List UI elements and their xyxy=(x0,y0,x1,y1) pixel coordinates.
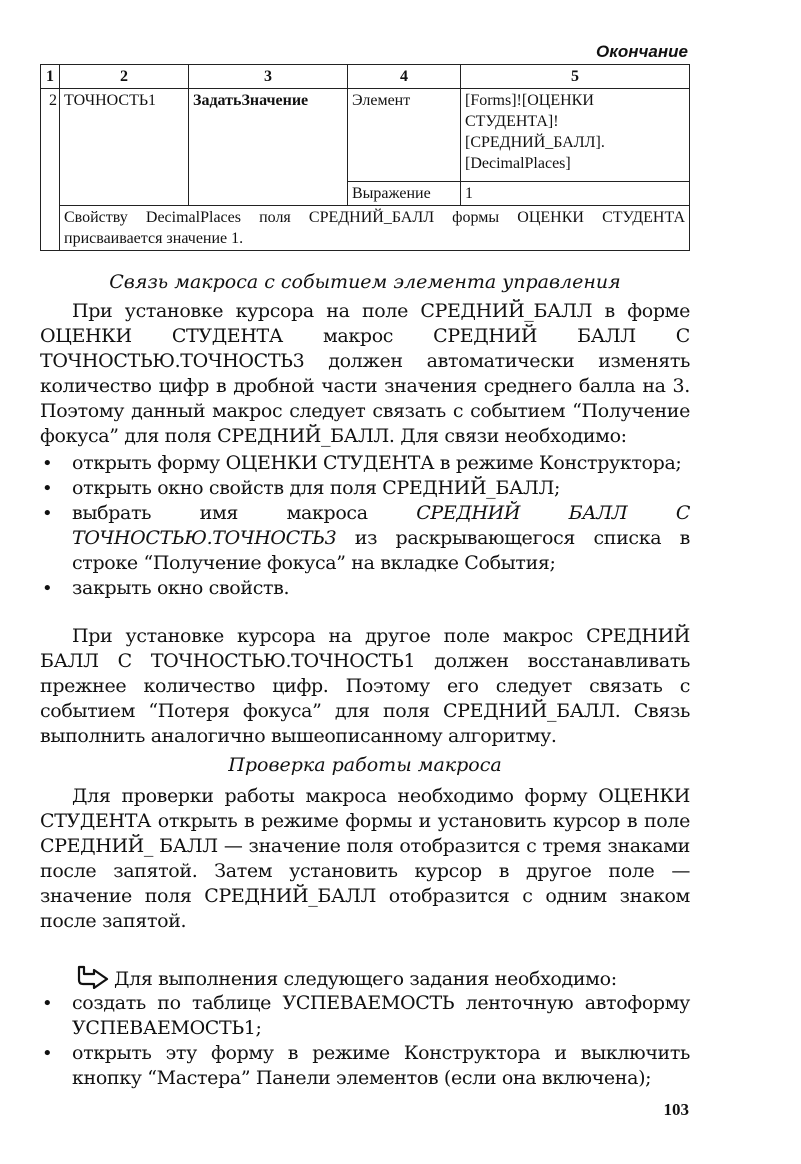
expression-value-cell: 1 xyxy=(461,182,690,206)
pointing-hand-icon xyxy=(76,965,110,989)
header-col-1: 1 xyxy=(41,65,60,89)
argument-value-line: СТУДЕНТА]! xyxy=(465,113,559,130)
argument-value-line: [СРЕДНИЙ_БАЛЛ]. xyxy=(465,134,605,151)
list-item: • открыть окно свойств для поля СРЕДНИЙ_БАЛЛ; xyxy=(40,476,690,501)
header-col-5: 5 xyxy=(461,65,690,89)
table-header-row xyxy=(41,65,690,89)
table-note: Свойству DecimalPlaces поля СРЕДНИЙ_БАЛЛ формы ОЦЕНКИ СТУДЕНТА присваивается значение 1. xyxy=(60,206,690,251)
section-title-event-link: Связь макроса с событием элемента управления xyxy=(109,271,621,293)
list-item: • открыть форму ОЦЕНКИ СТУДЕНТА в режиме Конструктора; xyxy=(40,451,690,476)
expression-name-cell: Выражение xyxy=(348,182,461,206)
header-col-2: 2 xyxy=(60,65,189,89)
paragraph-event-intro: При установке курсора на поле СРЕДНИЙ_БАЛЛ в форме ОЦЕНКИ СТУДЕНТА макрос СРЕДНИЙ БАЛЛ С ТОЧНОСТЬЮ.ТОЧНОСТЬ3 должен автоматически изменять количество цифр в дробной части значения среднего балла на 3. Поэтому данный макрос следует связать с событием “Получение фокуса” для поля СРЕДНИЙ_БАЛЛ. Для связи необходимо: xyxy=(40,300,690,447)
list-item-text: выбрать имя макроса xyxy=(72,502,417,524)
section-title-macro-check: Проверка работы макроса xyxy=(228,754,502,776)
task-intro-text: Для выполнения следующего задания необходимо: xyxy=(114,968,617,990)
macro-name-cell: ТОЧНОСТЬ1 xyxy=(60,89,189,206)
header-col-3: 3 xyxy=(189,65,348,89)
list-item-text: из раскрывающегося списка в строке “Получение фокуса” на вкладке События; xyxy=(72,527,690,574)
list-item: • создать по таблице УСПЕВАЕМОСТЬ ленточную автоформу УСПЕВАЕМОСТЬ1; xyxy=(40,991,690,1041)
task-list xyxy=(40,991,690,1091)
header-col-4: 4 xyxy=(348,65,461,89)
macro-name-italic: СРЕДНИЙ БАЛЛ С ТОЧНОСТЬЮ.ТОЧНОСТЬ3 xyxy=(72,502,691,549)
macro-table xyxy=(40,64,690,251)
steps-list xyxy=(40,451,690,601)
list-item: • открыть эту форму в режиме Конструктора и выключить кнопку “Мастера” Панели элементов (если она включена); xyxy=(40,1041,690,1091)
paragraph-event-outro: При установке курсора на другое поле макрос СРЕДНИЙ БАЛЛ С ТОЧНОСТЬЮ.ТОЧНОСТЬ1 должен восстанавливать прежнее количество цифр. Поэтому его следует связать с событием “Потеря фокуса” для поля СРЕДНИЙ_БАЛЛ. Связь выполнить аналогично вышеописанному алгоритму. xyxy=(40,625,690,747)
list-item: • закрыть окно свойств. xyxy=(40,576,690,601)
table-row xyxy=(41,89,690,182)
argument-name-cell: Элемент xyxy=(348,89,461,182)
row-number: 2 xyxy=(41,89,60,251)
page-number: 103 xyxy=(663,1100,689,1119)
macro-action-cell: ЗадатьЗначение xyxy=(189,89,348,206)
task-intro xyxy=(76,965,696,992)
argument-value-line: [DecimalPlaces] xyxy=(465,155,571,172)
paragraph-macro-check: Для проверки работы макроса необходимо форму ОЦЕНКИ СТУДЕНТА открыть в режиме формы и установить курсор в поле СРЕДНИЙ_ БАЛЛ — значение поля отобразится с тремя знаками после запятой. Затем установить курсор в другое поле — значение поля СРЕДНИЙ_БАЛЛ отобразится с одним знаком после запятой. xyxy=(40,785,690,932)
table-note-row xyxy=(41,206,690,251)
argument-value-line: [Forms]![ОЦЕНКИ xyxy=(465,92,594,109)
argument-value-cell xyxy=(461,89,690,182)
table-continuation-label: Окончание xyxy=(596,42,688,61)
list-item xyxy=(40,501,690,576)
